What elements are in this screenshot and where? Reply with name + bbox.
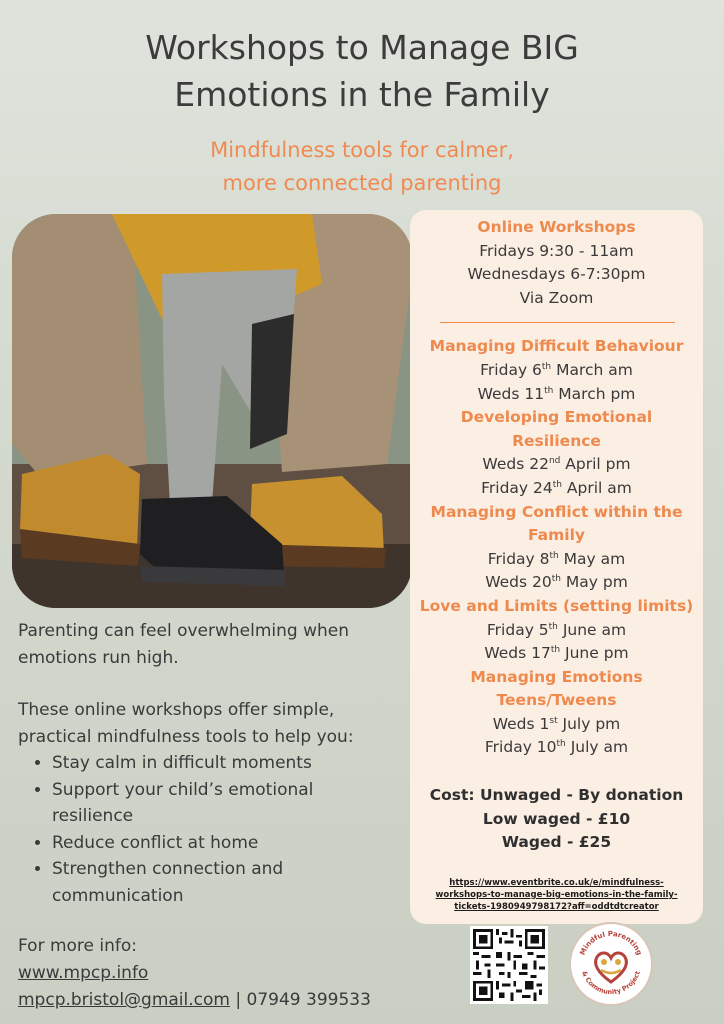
workshop-date	[410, 383, 703, 407]
contact-label: For more info:	[18, 936, 138, 956]
benefits-list	[18, 750, 408, 909]
website-link[interactable]: www.mpcp.info	[18, 963, 149, 983]
subtitle-line-2: more connected parenting	[222, 171, 502, 195]
workshop-date	[410, 713, 703, 737]
workshop-date	[410, 453, 703, 477]
date-text: Weds 20	[485, 573, 552, 592]
intro-text	[18, 618, 408, 909]
qr-code-graphic	[473, 929, 545, 1001]
list-item-line: communication	[52, 885, 184, 906]
cost-waged: Waged - £25	[501, 833, 612, 852]
date-month: July am	[565, 738, 629, 757]
workshop-heading-conflict-2: Family	[527, 526, 586, 545]
list-item-line: resilience	[52, 806, 134, 826]
intro-line: Parenting can feel overwhelming when	[18, 621, 350, 641]
date-ordinal: th	[549, 550, 559, 561]
date-month: May am	[558, 549, 626, 568]
workshop-date	[410, 571, 703, 595]
date-text: Friday 5	[486, 620, 549, 639]
workshop-heading-teens-2: Teens/Tweens	[496, 691, 617, 710]
date-text: Friday 10	[484, 738, 557, 757]
date-text: Friday 8	[487, 549, 550, 568]
date-ordinal: st	[549, 715, 558, 726]
workshop-date	[410, 736, 703, 760]
date-month: July pm	[557, 714, 621, 733]
date-text: Friday 24	[481, 478, 553, 497]
workshop-heading-emotional-resilience-1: Developing Emotional	[460, 408, 653, 427]
date-ordinal: th	[548, 621, 558, 632]
email-link[interactable]: mpcp.bristol@gmail.com	[18, 990, 230, 1010]
intro-line: These online workshops offer simple,	[18, 700, 335, 720]
workshop-date	[410, 619, 703, 643]
date-ordinal: th	[551, 574, 561, 585]
title-line-2: Emotions in the Family	[174, 75, 550, 114]
workshop-heading-teens-1: Managing Emotions	[470, 667, 643, 686]
cost-unwaged: Cost: Unwaged - By donation	[429, 786, 684, 805]
page-title	[0, 24, 724, 118]
date-month: March pm	[553, 384, 636, 403]
date-month: May pm	[560, 573, 628, 592]
online-platform: Via Zoom	[519, 288, 594, 307]
spacer	[410, 760, 703, 784]
booking-link[interactable]	[415, 877, 698, 913]
list-item: • Reduce conflict at home	[52, 830, 408, 857]
date-ordinal: th	[544, 385, 554, 396]
mindful-parenting-logo	[569, 922, 653, 1006]
schedule-list	[410, 216, 703, 855]
date-ordinal: th	[541, 361, 552, 372]
separator: |	[229, 990, 247, 1010]
date-text: Weds 1	[492, 714, 550, 733]
workshop-date	[410, 642, 703, 666]
list-item	[52, 777, 408, 830]
list-item-line: Support your child’s emotional	[52, 779, 314, 800]
workshop-date	[410, 477, 703, 501]
online-workshops-heading: Online Workshops	[477, 218, 636, 236]
booking-link-line-1[interactable]: https://www.eventbrite.co.uk/e/mindfulness-	[449, 878, 664, 888]
date-month: June pm	[560, 644, 629, 663]
online-times-fridays: Fridays 9:30 - 11am	[479, 241, 634, 260]
cost-low-waged: Low waged - £10	[482, 809, 631, 828]
date-ordinal: nd	[548, 456, 561, 467]
intro-line: emotions run high.	[18, 647, 179, 668]
online-times-wednesdays: Wednesdays 6-7:30pm	[467, 265, 646, 284]
logo-text-top: Mindful Parenting	[578, 929, 644, 957]
list-item	[52, 856, 408, 909]
date-ordinal: th	[552, 479, 562, 490]
date-text: Weds 11	[477, 384, 545, 403]
title-line-1: Workshops to Manage BIG	[145, 28, 579, 67]
date-text: Friday 6	[480, 360, 542, 379]
boots-illustration	[12, 214, 412, 608]
phone-number: 07949 399533	[246, 990, 371, 1010]
booking-link-line-2[interactable]: workshops-to-manage-big-emotions-in-the-family-	[435, 890, 678, 900]
qr-code-icon[interactable]	[470, 926, 548, 1004]
subtitle-line-1: Mindfulness tools for calmer,	[210, 138, 514, 162]
date-month: March am	[551, 360, 633, 379]
booking-link-line-3[interactable]: tickets-1980949798172?aff=oddtdtcreator	[454, 902, 659, 912]
list-item-line: Strengthen connection and	[52, 859, 284, 879]
workshop-heading-emotional-resilience-2: Resilience	[512, 431, 601, 450]
divider	[440, 322, 675, 323]
heart-family-logo-icon	[571, 924, 651, 1004]
spacer	[18, 671, 408, 697]
date-ordinal: th	[556, 739, 566, 750]
schedule-panel	[410, 210, 703, 924]
subtitle	[0, 134, 724, 200]
workshop-heading-conflict-1: Managing Conflict within the	[430, 502, 683, 521]
date-month: June am	[557, 620, 627, 639]
logo-text-bottom: & Community Project	[580, 969, 642, 997]
contact-line	[18, 987, 438, 1014]
date-text: Weds 17	[484, 644, 551, 663]
date-month: April am	[561, 478, 632, 497]
date-text: Weds 22	[482, 455, 549, 474]
contact-info	[18, 933, 438, 1014]
workshop-date	[410, 359, 703, 383]
date-ordinal: th	[550, 645, 561, 656]
workshop-heading-love-and-limits: Love and Limits (setting limits)	[419, 596, 694, 615]
intro-line: practical mindfulness tools to help you:	[18, 726, 354, 747]
list-item: • Stay calm in difficult moments	[52, 750, 408, 777]
date-month: April pm	[560, 455, 631, 474]
workshop-heading-difficult-behaviour: Managing Difficult Behaviour	[429, 337, 684, 356]
workshop-date	[410, 548, 703, 572]
boots-photo	[12, 214, 412, 608]
